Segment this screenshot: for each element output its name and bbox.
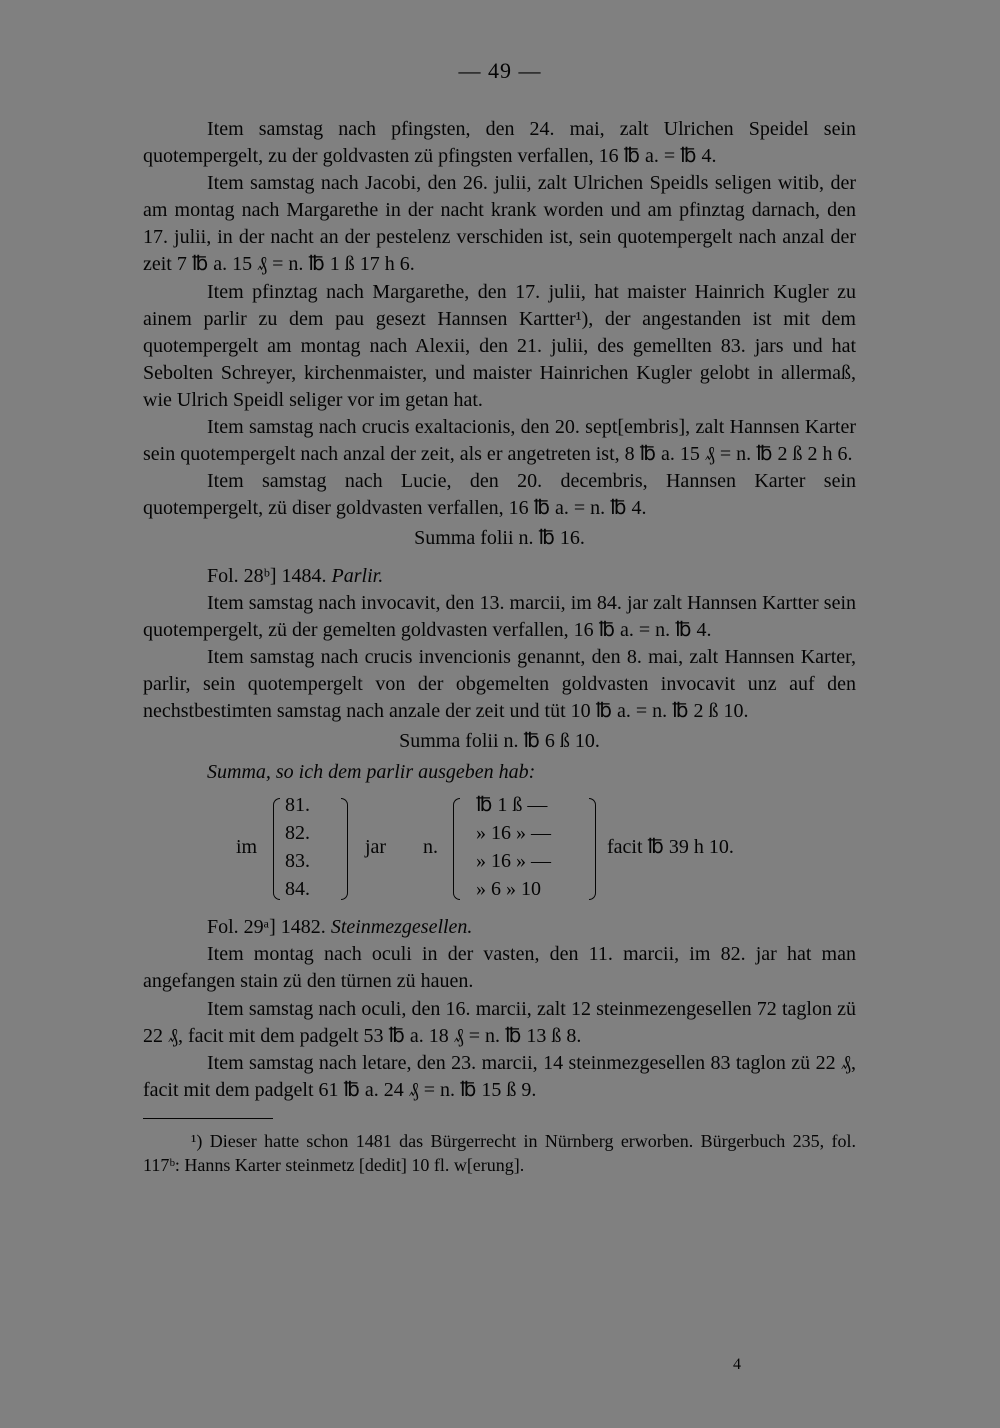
entry-paragraph: Item samstag nach crucis invencionis genannt, den 8. mai, zalt Hannsen Karter, parlir, sein quotempergelt von der obgemelten goldvasten invocavit unz auf den nechstbestimten samstag nach anzale der zeit und tüt 10 ℔ a. = n. ℔ 2 ß 10. (143, 645, 856, 722)
footnote: ¹) Dieser hatte schon 1481 das Bürgerrecht in Nürnberg erworben. Bürgerbuch 235, fol. 117ᵇ: Hanns Karter steinmetz [dedit] 10 fl. w[erung]. (143, 1130, 856, 1175)
folio-heading (207, 563, 856, 590)
folio-reference: Fol. 28ᵇ] 1484. (207, 564, 327, 587)
entry-paragraph: Item samstag nach pfingsten, den 24. mai, zalt Ulrichen Speidel sein quotempergelt, zu der goldvasten zü pfingsten verfallen, 16 ℔ a. = ℔ 4. (143, 118, 856, 168)
entry-paragraph: Item samstag nach Lucie, den 20. decembris, Hannsen Karter sein quotempergelt, zü diser goldvasten verfallen, 16 ℔ a. = n. ℔ 4. (143, 470, 856, 520)
summary-heading: Summa, so ich dem parlir ausgeben hab: (207, 761, 536, 784)
table-amount: ℔ 1 ß — (476, 794, 548, 817)
summary-table (143, 792, 856, 904)
entry-paragraph: Item pfinztag nach Margarethe, den 17. julii, hat maister Hainrich Kugler zu ainem parlir zu dem pau gesezt Hannsen Kartter¹), der angestanden ist mit dem quotempergelt am montag nach Alexii, den 21. julii, des gemellten 83. jars und hat Sebolten Schreyer, kirchenmaister, und maister Hainrichen Kugler gelobt in allermaß, wie Ulrich Speidl seliger vor im getan hat. (143, 280, 856, 411)
table-year: 83. (285, 850, 310, 873)
table-label-n: n. (423, 836, 438, 859)
section-title: Parlir. (331, 564, 384, 587)
table-amount: » 16 » — (476, 822, 551, 845)
entry-paragraph: Item samstag nach invocavit, den 13. marcii, im 84. jar zalt Hannsen Kartter sein quotempergelt, zü der gemelten goldvasten verfallen, 16 ℔ a. = n. ℔ 4. (143, 591, 856, 641)
table-year: 84. (285, 878, 310, 901)
table-year: 82. (285, 822, 310, 845)
entry-paragraph: Item samstag nach Jacobi, den 26. julii, zalt Ulrichen Speidls seligen witib, der am montag nach Margarethe in der nacht krank worden und am pfinztag darnach, den 17. julii, in der nacht an der pestelenz verschiden ist, sein quotempergelt nach anzal der zeit 7 ℔ a. 15 ₰ = n. ℔ 1 ß 17 h 6. (143, 172, 856, 276)
table-label-im: im (236, 836, 258, 859)
entry-paragraph: Item samstag nach oculi, den 16. marcii, zalt 12 steinmezengesellen 72 taglon zü 22 ₰, facit mit dem padgelt 53 ℔ a. 18 ₰ = n. ℔ 13 ß 8. (143, 997, 856, 1047)
table-label-jar: jar (365, 836, 387, 859)
signature-mark: 4 (733, 1356, 741, 1373)
table-amount: » 6 » 10 (476, 878, 541, 901)
folio-sum: Summa folii n. ℔ 6 ß 10. (399, 730, 600, 753)
folio-reference: Fol. 29ᵃ] 1482. (207, 916, 326, 939)
entry-paragraph: Item montag nach oculi in der vasten, den 11. marcii, im 82. jar hat man angefangen stain zü den türnen zü hauen. (143, 943, 856, 993)
folio-sum: Summa folii n. ℔ 16. (414, 527, 585, 550)
left-brace (273, 798, 280, 900)
right-brace (341, 798, 348, 900)
table-facit: facit ℔ 39 h 10. (607, 836, 734, 859)
page-number: — 49 — (458, 58, 542, 83)
left-brace (453, 798, 460, 900)
table-amount: » 16 » — (476, 850, 551, 873)
folio-heading (207, 914, 856, 941)
entry-paragraph: Item samstag nach crucis exaltacionis, den 20. sept[embris], zalt Hannsen Karter sein quotempergelt nach anzal der zeit, als er angetreten ist, 8 ℔ a. 15 ₰ = n. ℔ 2 ß 2 h 6. (143, 416, 856, 466)
table-year: 81. (285, 794, 310, 817)
section-title: Steinmezgesellen. (330, 916, 473, 939)
entry-paragraph: Item samstag nach letare, den 23. marcii, 14 steinmezgesellen 83 taglon zü 22 ₰, facit mit dem padgelt 61 ℔ a. 24 ₰ = n. ℔ 15 ß 9. (143, 1051, 856, 1101)
right-brace (589, 798, 596, 900)
page-body (143, 116, 856, 1177)
footnote-rule (143, 1118, 273, 1119)
